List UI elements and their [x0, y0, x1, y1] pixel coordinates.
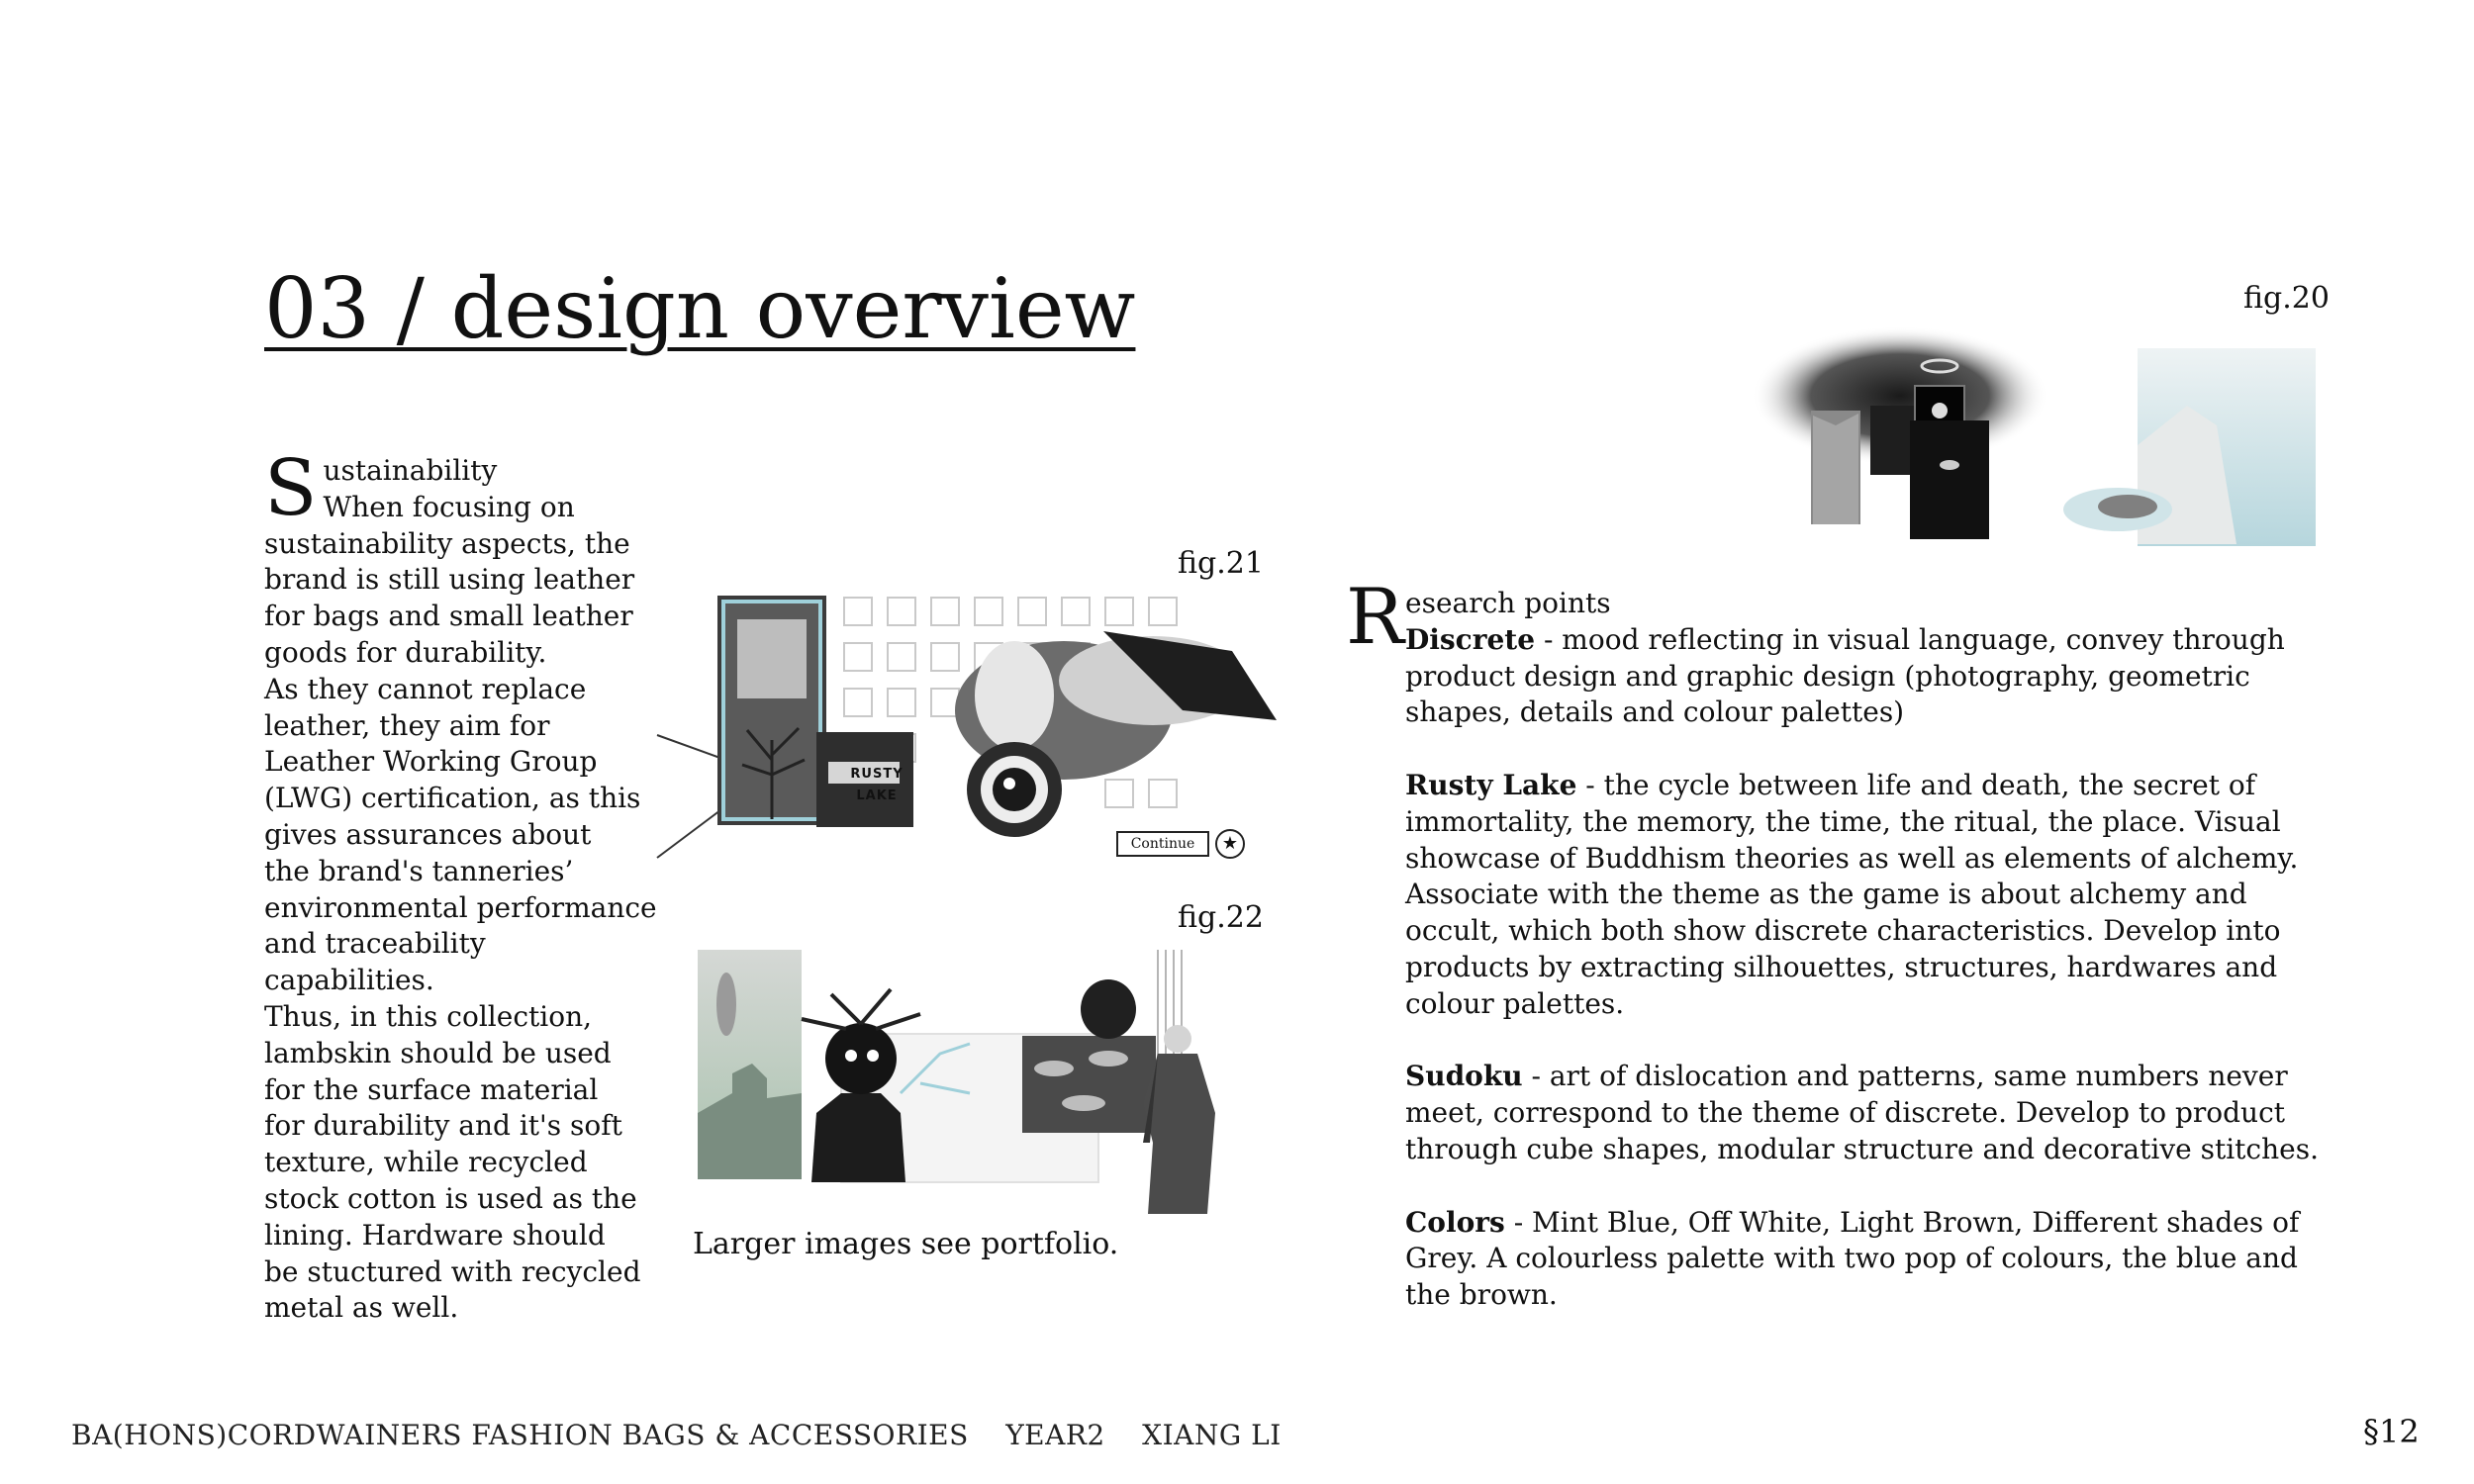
sustainability-section — [264, 444, 660, 1327]
rusty-lake-text: - the cycle between life and death, the secret of immortality, the memory, the time, the ritual, the place. Visual showcase of Buddhism theories as well as elements of alchemy. Associate with the theme as the game is about alchemy and occult, which both show discrete characteristics. Develop into products by extracting silhouettes, structures, hardwares and colour palettes. — [1405, 768, 2299, 1020]
fig22-collage — [693, 945, 1257, 1222]
sustainability-line: When focusing on — [323, 490, 575, 523]
sustainability-line: texture, while recycled — [264, 1146, 588, 1179]
sustainability-body — [264, 490, 660, 1327]
sudoku-text: - art of dislocation and patterns, same numbers never meet, correspond to the theme of discrete. Develop to product through cube shapes, modular structure and decorative stitches. — [1405, 1060, 2319, 1165]
footer-author: XIANG LI — [1142, 1419, 1282, 1451]
fig20-caption: fig.20 — [2243, 281, 2330, 316]
research-section — [1346, 573, 2345, 1314]
star-icon[interactable]: ★ — [1215, 829, 1245, 859]
sustainability-line: Leather Working Group — [264, 745, 598, 779]
discrete-term: Discrete — [1405, 622, 1536, 656]
sustainability-line: lambskin should be used — [264, 1036, 612, 1069]
discrete-point — [1405, 622, 2345, 731]
sustainability-line: Thus, in this collection, — [264, 999, 593, 1033]
sustainability-heading: ustainability — [323, 454, 498, 487]
footer-year: YEAR2 — [1005, 1419, 1105, 1451]
sustainability-line: be stuctured with recycled — [264, 1254, 641, 1288]
dropcap-s: S — [264, 444, 318, 533]
fig21-caption: fig.21 — [1178, 546, 1264, 581]
sustainability-line: (LWG) certification, as this — [264, 782, 641, 815]
sustainability-line: for bags and small leather — [264, 600, 633, 633]
sustainability-line: gives assurances about — [264, 817, 592, 851]
continue-button[interactable]: Continue — [1116, 831, 1209, 857]
footer-course: BA(HONS)CORDWAINERS FASHION BAGS & ACCESSORIES — [71, 1419, 969, 1451]
colors-term: Colors — [1405, 1205, 1505, 1239]
discrete-text: - mood reflecting in visual language, convey through product design and graphic design (photography, geometric shapes, details and colour palettes) — [1405, 622, 2285, 729]
sustainability-line: goods for durability. — [264, 635, 547, 669]
sustainability-line: leather, they aim for — [264, 708, 550, 742]
fig22-image — [693, 945, 1257, 1222]
page-title: 03 / design overview — [264, 260, 1136, 357]
colors-text: - Mint Blue, Off White, Light Brown, Different shades of Grey. A colourless palette with two pop of colours, the blue and the brown. — [1405, 1205, 2300, 1312]
sustainability-line: environmental performance — [264, 890, 657, 924]
sustainability-line: sustainability aspects, the — [264, 526, 630, 560]
colors-point — [1405, 1205, 2345, 1314]
fig20-image — [1742, 326, 2321, 574]
sustainability-line: stock cotton is used as the — [264, 1181, 637, 1215]
page-number: §12 — [2363, 1413, 2420, 1450]
sustainability-line: for the surface material — [264, 1072, 599, 1106]
rusty-lake-point — [1405, 768, 2345, 1023]
sustainability-line: metal as well. — [264, 1291, 459, 1325]
dropcap-r: R — [1346, 573, 1404, 662]
sustainability-line: the brand's tanneries’ — [264, 854, 574, 887]
sudoku-point — [1405, 1059, 2345, 1167]
fig22-caption: fig.22 — [1178, 900, 1264, 935]
sustainability-line: As they cannot replace — [264, 672, 587, 705]
footer — [71, 1419, 1309, 1451]
rusty-lake-sign: RUSTY LAKE — [850, 767, 904, 803]
sustainability-line: brand is still using leather — [264, 563, 635, 597]
rusty-lake-term: Rusty Lake — [1405, 768, 1577, 801]
sustainability-line: and traceability capabilities. — [264, 927, 486, 997]
research-heading: esearch points — [1405, 587, 1611, 619]
fig20-collage — [1742, 326, 2321, 574]
sudoku-term: Sudoku — [1405, 1060, 1523, 1093]
portfolio-note: Larger images see portfolio. — [693, 1227, 1119, 1261]
sustainability-line: lining. Hardware should — [264, 1218, 606, 1252]
sustainability-line: for durability and it's soft — [264, 1109, 622, 1143]
